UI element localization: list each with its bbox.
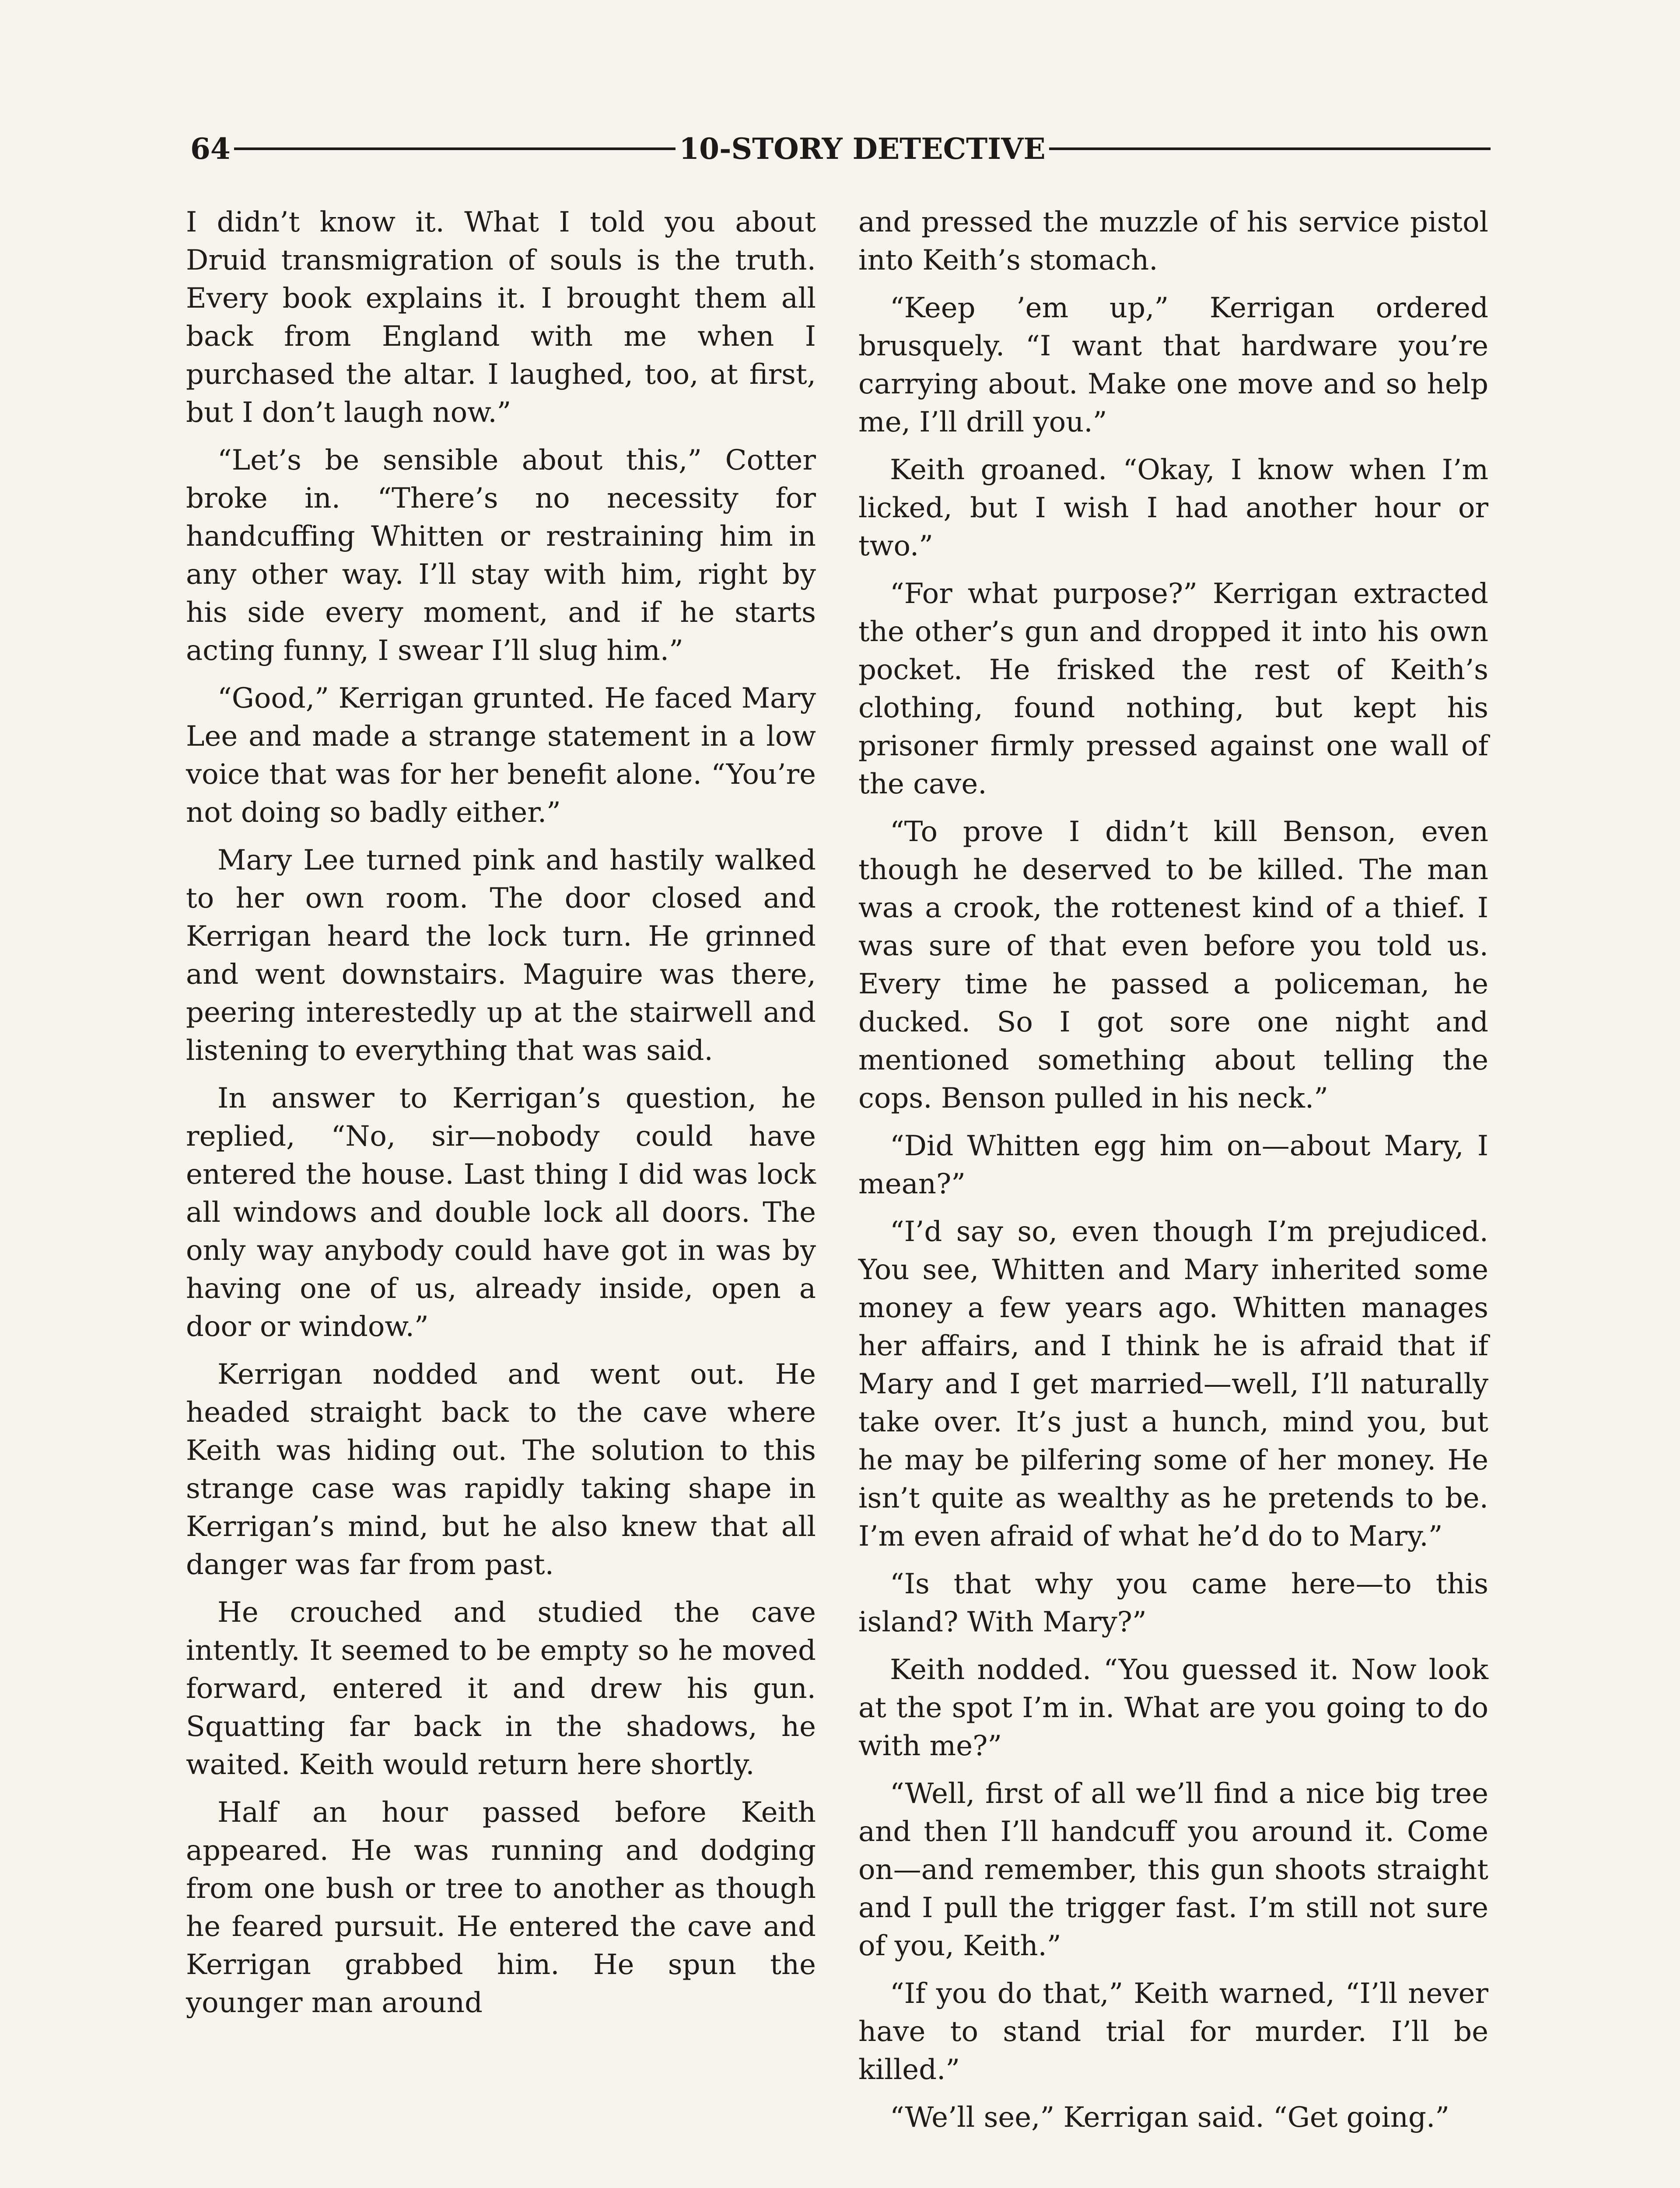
magazine-title: 10-STORY DETECTIVE [679,132,1046,166]
paragraph: “Good,” Kerrigan grunted. He faced Mary Lee and made a strange statement in a low voice that was for her benefit alone. “You’re not doing so badly either.” [186,682,816,829]
paragraph: “If you do that,” Keith warned, “I’ll never have to stand trial for murder. I’ll be killed.” [858,1978,1488,2086]
paragraph: Half an hour passed before Keith appeared. He was running and dodging from one bush or tree to another as though he feared pursuit. He entered the cave and Kerrigan grabbed him. He spun the younger man around [186,1796,816,2019]
paragraph: He crouched and studied the cave intently. It seemed to be empty so he moved forward, entered it and drew his gun. Squatting far back in the shadows, he waited. Keith would return here shortly. [186,1596,816,1781]
header-rule-left [234,147,676,150]
right-column [858,203,1488,2146]
page-number: 64 [190,132,231,166]
paragraph: Keith groaned. “Okay, I know when I’m licked, but I wish I had another hour or two.” [858,454,1488,562]
paragraph: and pressed the muzzle of his service pistol into Keith’s stomach. [858,206,1488,277]
paragraph: “To prove I didn’t kill Benson, even though he deserved to be killed. The man was a crook, the rottenest kind of a thief. I was sure of that even before you told us. Every time he passed a policeman, he ducked. So I got sore one night and mentioned something about telling the cops. Benson pulled in his neck.” [858,816,1488,1115]
left-column [186,203,816,2032]
paragraph: Keith nodded. “You guessed it. Now look at the spot I’m in. What are you going to do with me?” [858,1654,1488,1762]
paragraph: “Well, first of all we’ll find a nice big tree and then I’ll handcuff you around it. Come on—and remember, this gun shoots straight and I pull the trigger fast. I’m still not sure of you, Keith.” [858,1778,1488,1962]
paragraph: “Keep ’em up,” Kerrigan ordered brusquely. “I want that hardware you’re carrying about. Make one move and so help me, I’ll drill you.” [858,292,1488,438]
paragraph: “Let’s be sensible about this,” Cotter broke in. “There’s no necessity for handcuffing Whitten or restraining him in any other way. I’ll stay with him, right by his side every moment, and if he starts acting funny, I swear I’ll slug him.” [186,444,816,667]
paragraph: Kerrigan nodded and went out. He headed straight back to the cave where Keith was hiding out. The solution to this strange case was rapidly taking shape in Kerrigan’s mind, but he also knew that all danger was far from past. [186,1358,816,1581]
running-header [190,125,1494,173]
paragraph: I didn’t know it. What I told you about Druid transmigration of souls is the truth. Every book explains it. I brought them all back from England with me when I purchased the altar. I laughed, too, at first, but I don’t laugh now.” [186,206,816,429]
paragraph: “I’d say so, even though I’m prejudiced. You see, Whitten and Mary inherited some money a few years ago. Whitten manages her affairs, and I think he is afraid that if Mary and I get married—well, I’ll naturally take over. It’s just a hunch, mind you, but he may be pilfering some of her money. He isn’t quite as wealthy as he pretends to be. I’m even afraid of what he’d do to Mary.” [858,1216,1488,1553]
header-rule-right [1049,147,1491,150]
paragraph: “For what purpose?” Kerrigan extracted the other’s gun and dropped it into his own pocket. He frisked the rest of Keith’s clothing, found nothing, but kept his prisoner firmly pressed against one wall of the cave. [858,578,1488,800]
paragraph: “We’ll see,” Kerrigan said. “Get going.” [890,2101,1449,2134]
paragraph: Mary Lee turned pink and hastily walked to her own room. The door closed and Kerrigan heard the lock turn. He grinned and went downstairs. Maguire was there, peering interestedly up at the stairwell and listening to everything that was said. [186,844,816,1067]
paragraph: “Did Whitten egg him on—about Mary, I mean?” [858,1130,1488,1200]
paragraph: “Is that why you came here—to this island? With Mary?” [858,1568,1488,1638]
paragraph: In answer to Kerrigan’s question, he replied, “No, sir—nobody could have entered the house. Last thing I did was lock all windows and double lock all doors. The only way anybody could have got in was by having one of us, already inside, open a door or window.” [186,1082,816,1343]
